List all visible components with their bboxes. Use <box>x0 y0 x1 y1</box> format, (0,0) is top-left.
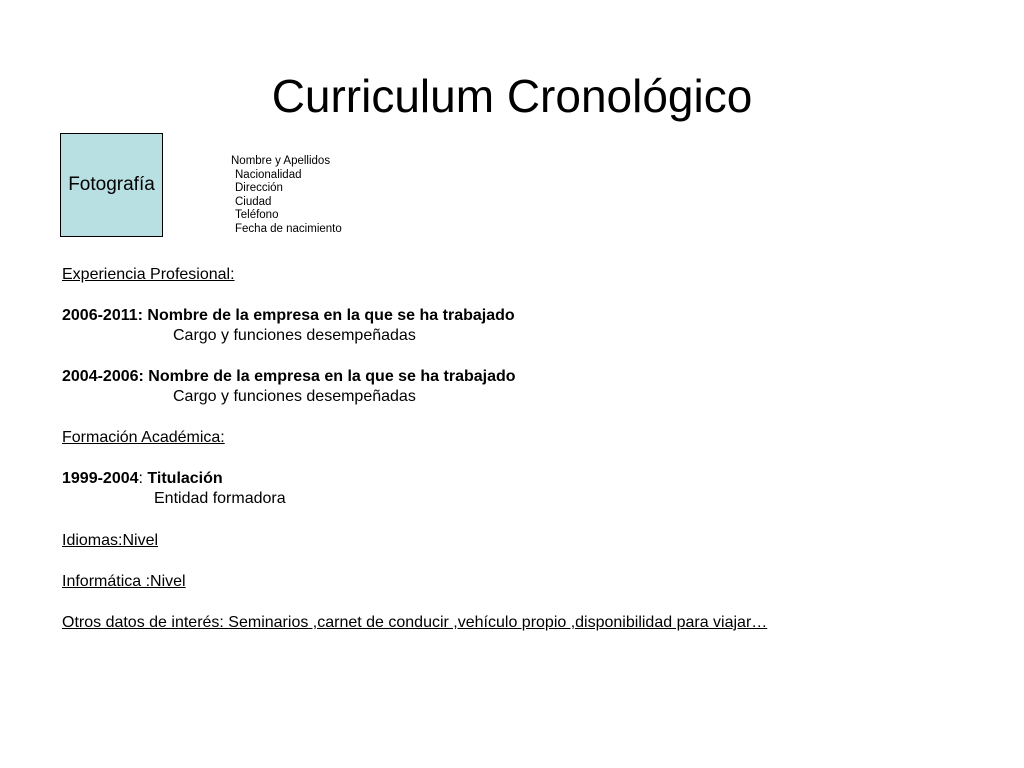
experience-heading: Experiencia Profesional: <box>62 266 235 283</box>
experience-role: Cargo y funciones desempeñadas <box>173 327 416 344</box>
education-degree: Titulación <box>147 470 223 487</box>
education-entry-1 <box>62 469 223 489</box>
personal-address: Dirección <box>235 182 283 195</box>
photo-label: Fotografía <box>68 174 155 195</box>
photo-placeholder <box>60 133 163 237</box>
education-separator: : <box>138 470 148 487</box>
personal-birthdate: Fecha de nacimiento <box>235 222 342 235</box>
education-heading: Formación Académica: <box>62 429 225 446</box>
experience-entry-1 <box>62 306 515 326</box>
languages-line: Idiomas:Nivel <box>62 532 159 549</box>
experience-entry-2 <box>62 367 516 387</box>
experience-company: Nombre de la empresa en la que se ha trabajado <box>143 368 516 385</box>
other-info-line: Otros datos de interés: Seminarios ,carnet de conducir ,vehículo propio ,disponibilidad para viajar… <box>62 614 768 631</box>
personal-info <box>231 155 342 237</box>
experience-company: Nombre de la empresa en la que se ha trabajado <box>142 307 515 324</box>
page-title: Curriculum Cronológico <box>271 70 753 122</box>
personal-nationality: Nacionalidad <box>235 168 302 181</box>
experience-period: 2006-2011: <box>62 307 143 324</box>
education-institution: Entidad formadora <box>154 490 286 507</box>
personal-city: Ciudad <box>235 195 272 208</box>
personal-name: Nombre y Apellidos <box>231 155 331 167</box>
experience-period: 2004-2006: <box>62 368 144 385</box>
experience-role: Cargo y funciones desempeñadas <box>173 388 416 405</box>
education-period: 1999-2004 <box>62 470 139 487</box>
personal-phone: Teléfono <box>235 209 279 222</box>
computing-line: Informática :Nivel <box>62 573 186 590</box>
